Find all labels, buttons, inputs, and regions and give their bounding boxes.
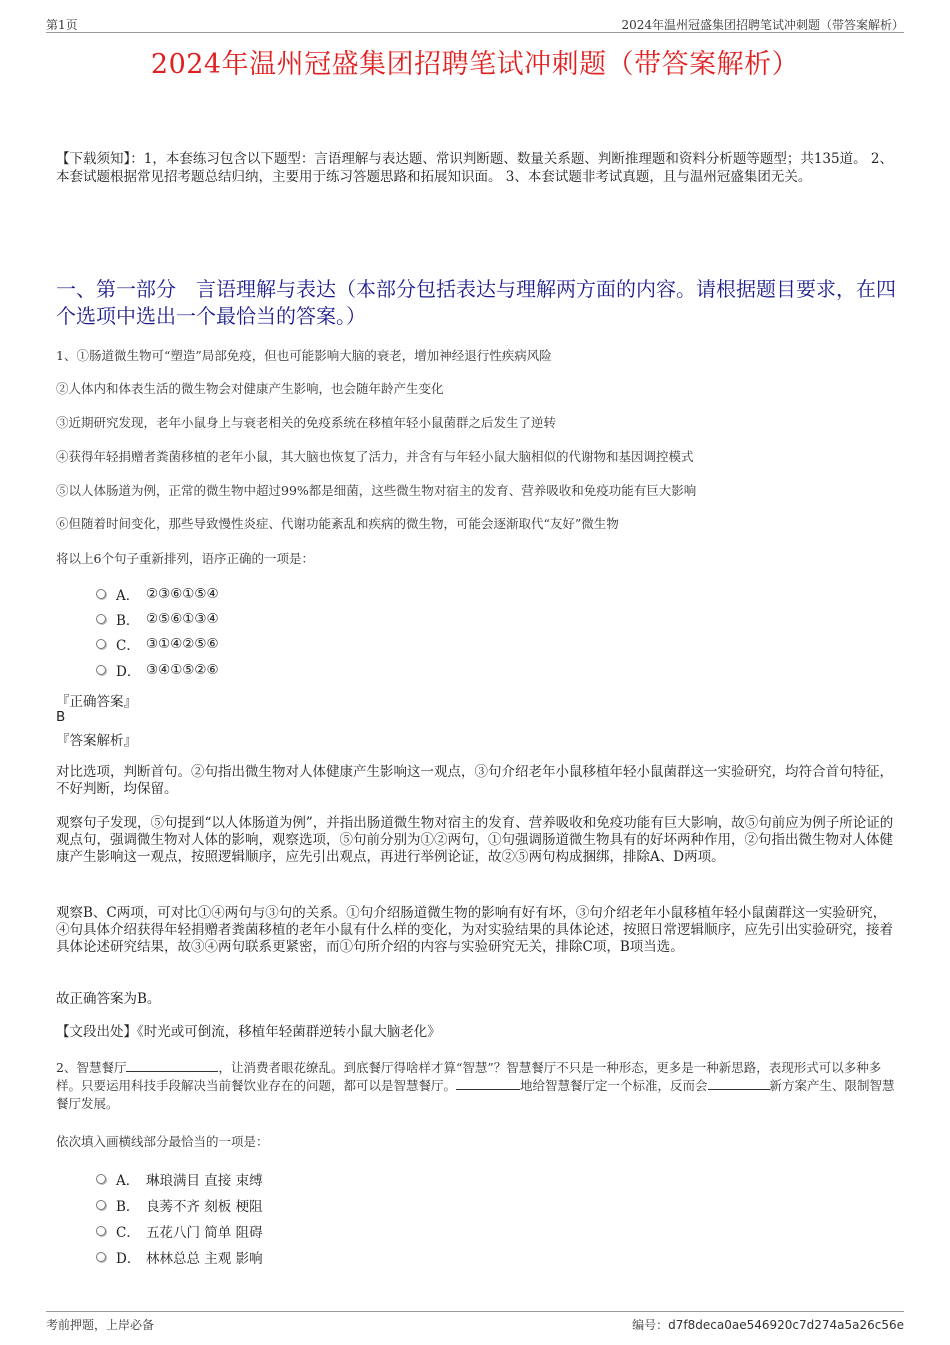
option-letter: C．	[116, 1225, 140, 1241]
q2-prompt: 依次填入画横线部分最恰当的一项是：	[56, 1134, 269, 1149]
radio-icon[interactable]	[96, 665, 106, 675]
footer-slogan: 考前押题，上岸必备	[46, 1318, 155, 1332]
q1-sentence-6: ⑥但随着时间变化，那些导致慢性炎症、代谢功能紊乱和疾病的微生物，可能会逐渐取代“友好”微生物	[56, 516, 619, 531]
option-text: 琳琅满目 直接 束缚	[146, 1173, 263, 1189]
q1-prompt: 将以上6个句子重新排列，语序正确的一项是：	[56, 551, 314, 566]
q2-stem-part-1: 2、智慧餐厅	[56, 1060, 127, 1075]
radio-icon[interactable]	[96, 1174, 106, 1184]
q2-stem-part-4: 新方案产生、限制智慧餐厅发展。	[56, 1078, 895, 1111]
q2-option-d[interactable]	[96, 1248, 263, 1266]
option-letter: B．	[116, 613, 140, 629]
radio-icon[interactable]	[96, 1200, 106, 1210]
option-letter: A．	[116, 588, 140, 604]
option-text: ③①④②⑤⑥	[146, 636, 219, 652]
analysis-paragraph-1: 对比选项，判断首句。②句指出微生物对人体健康产生影响这一观点，③句介绍老年小鼠移植年轻小鼠菌群这一实验研究，均符合首句特征，不好判断，均保留。	[56, 764, 893, 797]
fill-blank-1	[126, 1059, 218, 1072]
option-letter: B．	[116, 1199, 140, 1215]
radio-icon[interactable]	[96, 1252, 106, 1262]
option-text: ②③⑥①⑤④	[146, 586, 219, 602]
option-text: 林林总总 主观 影响	[146, 1251, 263, 1267]
q1-option-d[interactable]	[96, 661, 219, 679]
q2-stem	[56, 1059, 896, 1113]
q2-option-a[interactable]	[96, 1170, 263, 1188]
option-text: 良莠不齐 刻板 梗阻	[146, 1199, 263, 1215]
section-heading: 一、第一部分 言语理解与表达（本部分包括表达与理解两方面的内容。请根据题目要求，在四个选项中选出一个最恰当的答案。）	[56, 277, 896, 328]
option-letter: A．	[116, 1173, 140, 1189]
page-title: 2024年温州冠盛集团招聘笔试冲刺题（带答案解析）	[150, 49, 800, 80]
q2-stem-part-2: ，让消费者眼花缭乱。到底餐厅得啥样才算“智慧”？智慧餐厅不只是一种形态，更多是一种新思路，表现形式可以多种多样。只要运用科技手段解决当前餐饮业存在的问题，都可以是智慧餐厅。	[56, 1060, 882, 1093]
fill-blank-2	[456, 1077, 520, 1090]
q1-option-b[interactable]	[96, 610, 219, 628]
radio-icon[interactable]	[96, 589, 106, 599]
page-footer	[46, 1311, 904, 1334]
answer-label: 『正确答案』	[56, 694, 137, 710]
download-notice: 【下载须知】：1，本套练习包含以下题型：言语理解与表达题、常识判断题、数量关系题、判断推理题和资料分析题等题型；共135道。 2、本套试题根据常见招考题总结归纳，主要用于练习答题思路和拓展知识面。 3、本套试题非考试真题，且与温州冠盛集团无关。	[56, 151, 893, 185]
option-text: ②⑤⑥①③④	[146, 611, 219, 627]
q2-stem-part-3: 地给智慧餐厅定一个标准，反而会	[520, 1078, 708, 1093]
q1-sentence-3: ③近期研究发现，老年小鼠身上与衰老相关的免疫系统在移植年轻小鼠菌群之后发生了逆转	[56, 415, 557, 430]
q1-sentence-1: 1、①肠道微生物可“塑造”局部免疫，但也可能影响大脑的衰老，增加神经退行性疾病风险	[56, 348, 552, 363]
q1-sentence-4: ④获得年轻捐赠者粪菌移植的老年小鼠，其大脑也恢复了活力，并含有与年轻小鼠大脑相似的代谢物和基因调控模式	[56, 449, 694, 464]
answer-value: B	[56, 709, 66, 725]
option-text: ③④①⑤②⑥	[146, 662, 219, 678]
analysis-conclusion: 故正确答案为B。	[56, 991, 161, 1007]
page-number: 第1页	[46, 18, 78, 32]
q1-option-a[interactable]	[96, 585, 219, 603]
option-letter: C．	[116, 638, 140, 654]
code-value: d7f8deca0ae546920c7d274a5a26c56e	[668, 1318, 904, 1332]
source-citation: 【文段出处】《时光或可倒流，移植年轻菌群逆转小鼠大脑老化》	[56, 1024, 441, 1040]
fill-blank-3	[708, 1077, 770, 1090]
code-label: 编号：	[632, 1318, 669, 1332]
radio-icon[interactable]	[96, 1226, 106, 1236]
analysis-label: 『答案解析』	[56, 733, 137, 749]
q1-sentence-5: ⑤以人体肠道为例，正常的微生物中超过99%都是细菌，这些微生物对宿主的发育、营养吸收和免疫功能有巨大影响	[56, 483, 697, 498]
q1-option-c[interactable]	[96, 635, 219, 653]
radio-icon[interactable]	[96, 639, 106, 649]
option-letter: D．	[116, 1251, 141, 1267]
analysis-paragraph-3: 观察B、C两项，可对比①④两句与③句的关系。①句介绍肠道微生物的影响有好有坏，③句介绍老年小鼠移植年轻小鼠菌群这一实验研究，④句具体介绍获得年轻捐赠者粪菌移植的老年小鼠有什么样的变化，为对实验结果的具体论述，按照日常逻辑顺序，应先引出实验研究，接着具体论述研究结果，故③④两句联系更紧密，而①句所介绍的内容与实验研究无关，排除C项，B项当选。	[56, 905, 893, 955]
analysis-paragraph-2: 观察句子发现，⑤句提到“以人体肠道为例”，并指出肠道微生物对宿主的发育、营养吸收和免疫功能有巨大影响，故⑤句前应为例子所论证的观点句，强调微生物对人体的影响，观察选项，⑤句前分别为①②两句，①句强调肠道微生物具有的好坏两种作用，②句指出微生物对人体健康产生影响这一观点，按照逻辑顺序，应先引出观点，再进行举例论证，故②⑤两句构成捆绑，排除A、D两项。	[56, 815, 894, 865]
page-header	[46, 14, 904, 33]
radio-icon[interactable]	[96, 614, 106, 624]
option-text: 五花八门 简单 阻碍	[146, 1225, 263, 1241]
footer-code	[632, 1316, 904, 1333]
q2-option-b[interactable]	[96, 1196, 263, 1214]
header-doc-title: 2024年温州冠盛集团招聘笔试冲刺题（带答案解析）	[621, 18, 904, 32]
q1-sentence-2: ②人体内和体表生活的微生物会对健康产生影响，也会随年龄产生变化	[56, 381, 444, 396]
q2-option-c[interactable]	[96, 1222, 263, 1240]
option-letter: D．	[116, 664, 141, 680]
